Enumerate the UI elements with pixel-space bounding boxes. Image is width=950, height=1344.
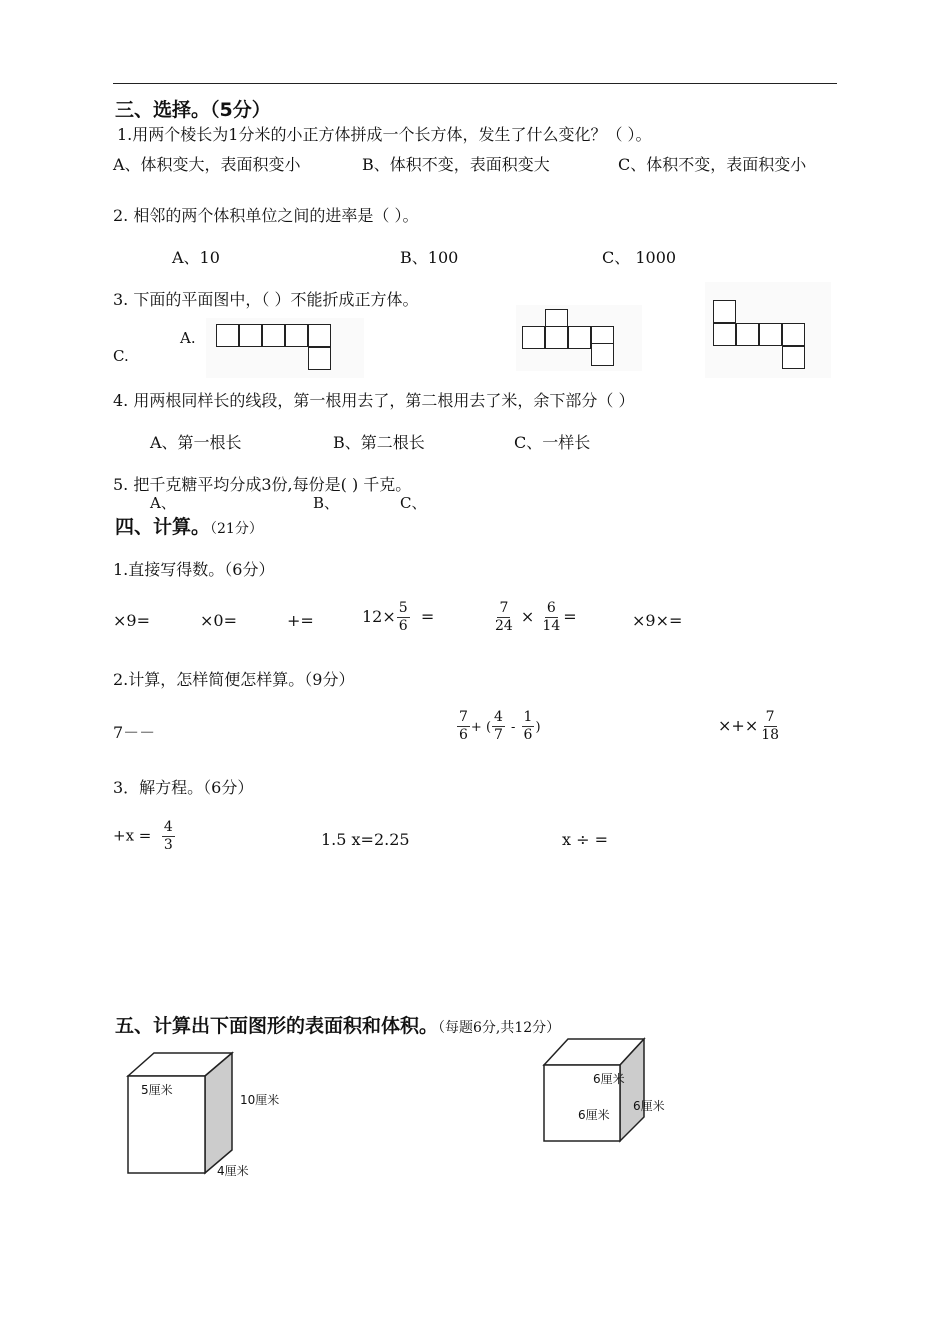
p1-item-c: +=: [287, 611, 314, 630]
cuboid-label-3: 4厘米: [217, 1164, 249, 1178]
section-3-title: 三、选择。（5分）: [115, 99, 271, 121]
p3-item-a: +x = $\frac{4}{3}$: [113, 819, 173, 853]
cube-figure: [540, 1035, 650, 1145]
p1-item-d: 12× $\frac{5}{6}$ =: [362, 600, 435, 634]
q1-text: 1.用两个棱长为1分米的小正方体拼成一个长方体，发生了什么变化？（ ）。: [117, 125, 652, 144]
section-5-points: （每题6分,共12分）: [438, 1020, 561, 1036]
p1-item-e: $\frac{7}{24}$ × $\frac{6}{14}$ =: [495, 600, 577, 634]
q5-text: 5. 把千克糖平均分成3份,每份是( ) 千克。: [113, 475, 412, 494]
q5-option-c: C、: [400, 494, 427, 512]
q4-option-a: A、第一根长: [150, 433, 242, 452]
p1-item-b: ×0=: [200, 611, 237, 630]
cuboid-label-2: 10厘米: [240, 1093, 280, 1107]
q5-option-a: A、: [150, 494, 176, 512]
cube-label-2: 6厘米: [578, 1108, 610, 1122]
q3-option-a-label: A.: [180, 329, 196, 347]
p3-item-b: 1.5 x=2.25: [321, 830, 410, 849]
q1-option-a: A、体积变大，表面积变小: [113, 155, 301, 174]
q4-text: 4. 用两根同样长的线段，第一根用去了，第二根用去了米，余下部分（ ）: [113, 391, 635, 410]
p2-title: 2.计算，怎样简便怎样算。（9分）: [113, 670, 355, 689]
q2-text: 2. 相邻的两个体积单位之间的进率是（ ）。: [113, 206, 419, 225]
p3-item-c: x ÷ =: [562, 830, 609, 849]
p1-item-a: ×9=: [113, 611, 150, 630]
p1-title: 1.直接写得数。（6分）: [113, 560, 275, 579]
p2-item-c: ×+× $\frac{7}{18}$: [718, 709, 780, 743]
cuboid-figure: [120, 1050, 300, 1180]
q4-option-c: C、一样长: [514, 433, 591, 452]
q3-text: 3. 下面的平面图中，（ ）不能折成正方体。: [113, 290, 419, 309]
q1-option-c: C、体积不变，表面积变小: [618, 155, 807, 174]
section-4-points: （21分）: [210, 521, 263, 537]
cube-label-3: 6厘米: [633, 1099, 665, 1113]
q3-option-c-label: C.: [113, 347, 129, 365]
p1-item-f: ×9×=: [632, 611, 683, 630]
q2-option-b: B、100: [400, 248, 459, 267]
cube-net-a: [206, 318, 364, 378]
p2-item-b: $\frac{7}{6}$ + ( $\frac{4}{7}$ - $\frac{1}{6}$ ): [459, 709, 541, 743]
top-rule: [113, 83, 837, 84]
cube-net-b: [516, 305, 642, 371]
section-4-title: 四、计算。（21分）: [115, 516, 263, 538]
q2-option-a: A、10: [172, 248, 220, 267]
section-5-title: 五、计算出下面图形的表面积和体积。（每题6分,共12分）: [115, 1015, 561, 1037]
p2-item-a: 7－－: [113, 723, 156, 742]
q5-option-b: B、: [313, 494, 340, 512]
q1-option-b: B、体积不变，表面积变大: [362, 155, 550, 174]
cube-net-c: [705, 282, 831, 378]
p3-title: 3．解方程。（6分）: [113, 778, 254, 797]
q2-option-c: C、 1000: [602, 248, 677, 267]
q4-option-b: B、第二根长: [333, 433, 425, 452]
cube-label-1: 6厘米: [593, 1072, 625, 1086]
cuboid-label-1: 5厘米: [141, 1083, 173, 1097]
